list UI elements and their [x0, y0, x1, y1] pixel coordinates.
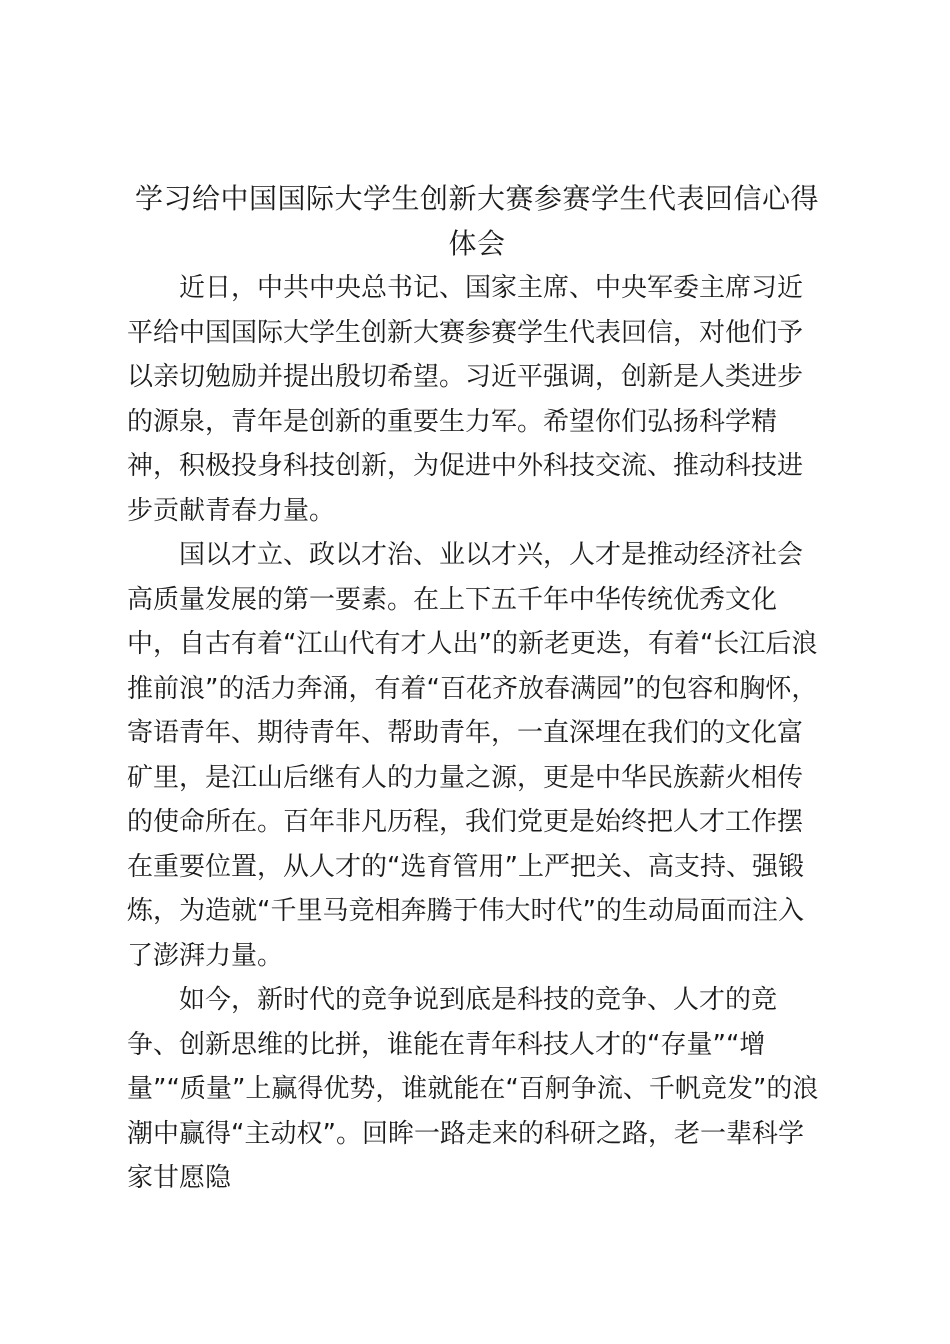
- paragraph-2: 国以才立、政以才治、业以才兴，人才是推动经济社会高质量发展的第一要素。在上下五千年中华传统优秀文化中，自古有着“江山代有才人出”的新老更迭，有着“长江后浪推前浪”的活力奔涌，有着“百花齐放春满园”的包容和胸怀，寄语青年、期待青年、帮助青年，一直深埋在我们的文化富矿里，是江山后继有人的力量之源，更是中华民族薪火相传的使命所在。百年非凡历程，我们党更是始终把人才工作摆在重要位置，从人才的“选育管用”上严把关、高支持、强锻炼，为造就“千里马竞相奔腾于伟大时代”的生动局面而注入了澎湃力量。: [127, 540, 818, 971]
- document-body: [127, 266, 827, 1201]
- paragraph-1: 近日，中共中央总书记、国家主席、中央军委主席习近平给中国国际大学生创新大赛参赛学生代表回信，对他们予以亲切勉励并提出殷切希望。习近平强调，创新是人类进步的源泉，青年是创新的重要生力军。希望你们弘扬科学精神，积极投身科技创新，为促进中外科技交流、推动科技进步贡献青春力量。: [127, 273, 804, 526]
- document-title: 学习给中国国际大学生创新大赛参赛学生代表回信心得体会: [134, 182, 819, 260]
- document-content: [127, 176, 827, 1201]
- paragraph-3: 如今，新时代的竞争说到底是科技的竞争、人才的竞争、创新思维的比拼，谁能在青年科技人才的“存量”“增量”“质量”上赢得优势，谁就能在“百舸争流、千帆竞发”的浪潮中赢得“主动权”。回眸一路走来的科研之路，老一辈科学家甘愿隐: [127, 985, 819, 1193]
